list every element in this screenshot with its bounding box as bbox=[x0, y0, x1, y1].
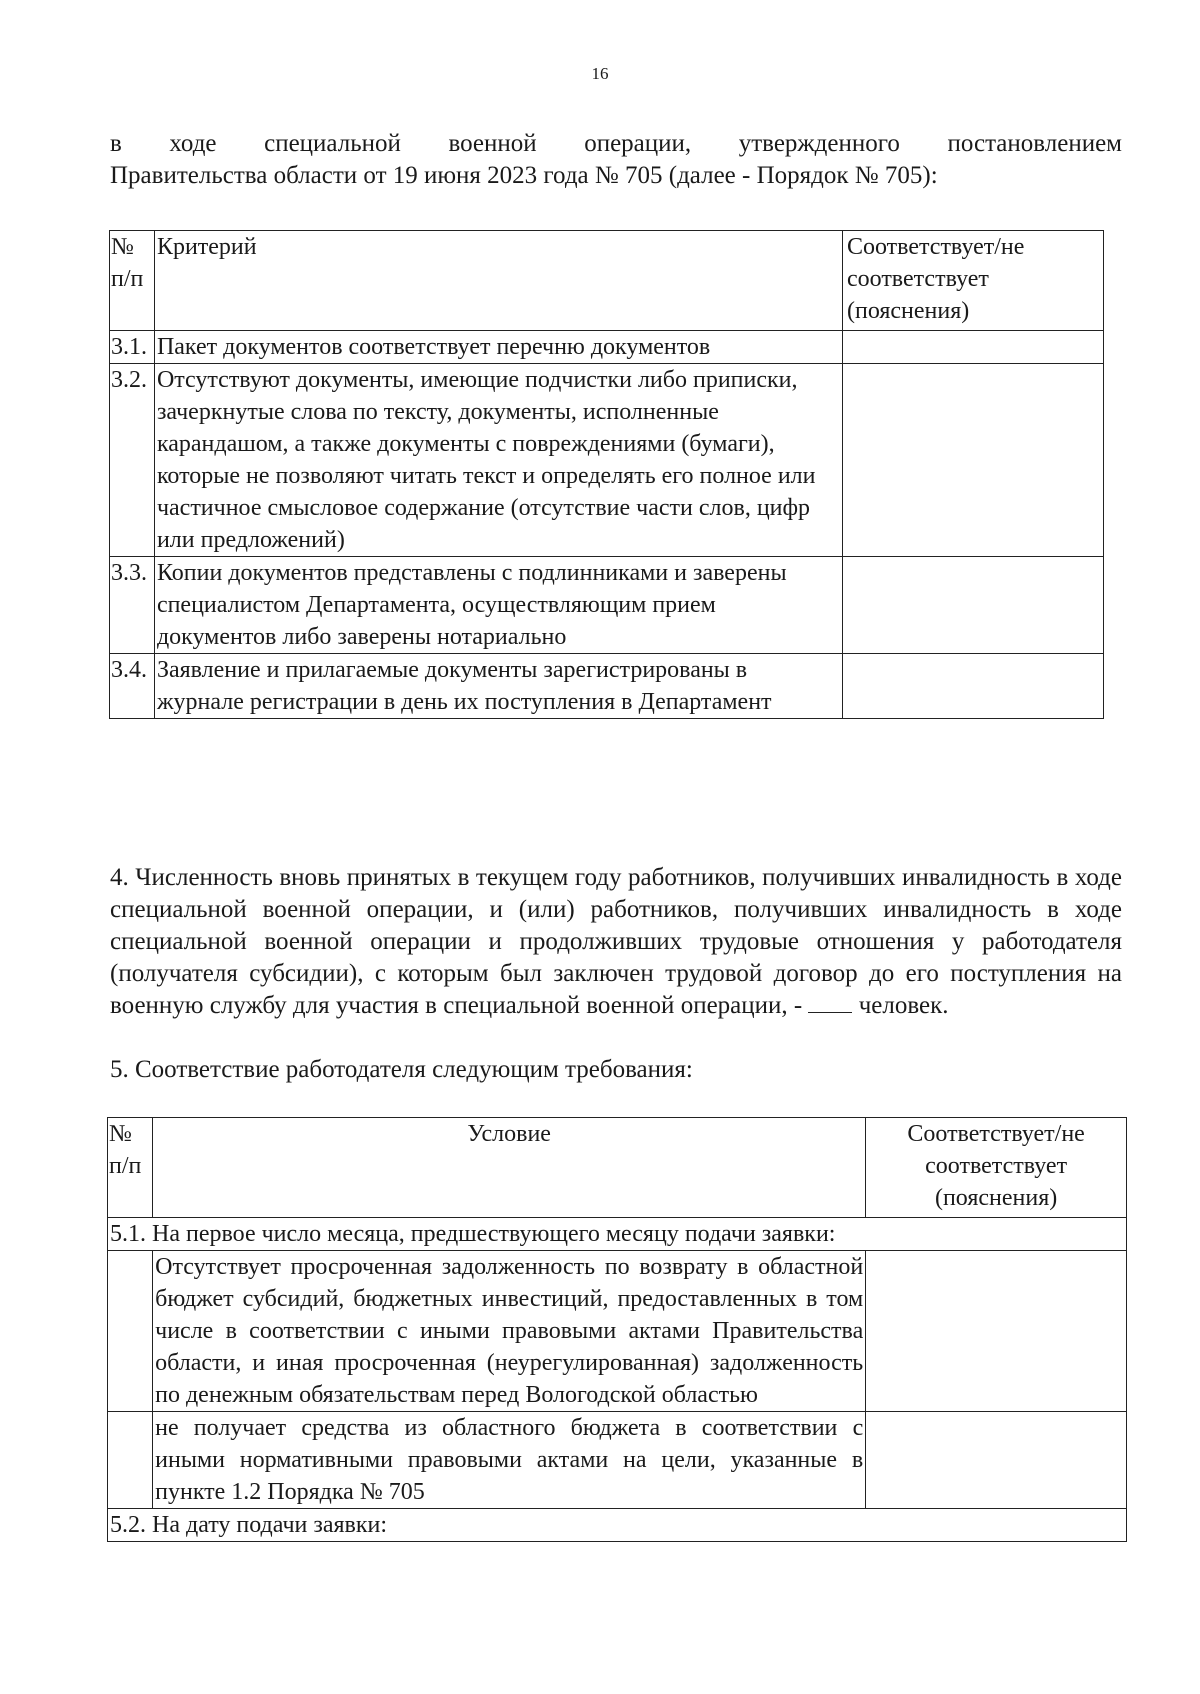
header-result: Соответствует/не соответствует (пояснения) bbox=[866, 1118, 1127, 1218]
paragraph-4-suffix: человек. bbox=[858, 992, 949, 1019]
conditions-table bbox=[107, 1117, 1127, 1542]
section-5-1-label: 5.1. На первое число месяца, предшествующего месяцу подачи заявки: bbox=[108, 1218, 1127, 1251]
row-criterion: Заявление и прилагаемые документы зарегистрированы в журнале регистрации в день их поступления в Департамент bbox=[154, 654, 842, 719]
row-num: 3.1. bbox=[110, 331, 155, 364]
row-num: 3.4. bbox=[110, 654, 155, 719]
row-result-cell[interactable] bbox=[842, 364, 1103, 557]
section-5-2-label: 5.2. На дату подачи заявки: bbox=[108, 1509, 1127, 1542]
section-row bbox=[108, 1218, 1127, 1251]
row-result-cell[interactable] bbox=[866, 1251, 1127, 1412]
header-num: № п/п bbox=[110, 231, 155, 331]
table-row bbox=[110, 654, 1104, 719]
row-result-cell[interactable] bbox=[866, 1412, 1127, 1509]
header-result: Соответствует/не соответствует (пояснения) bbox=[842, 231, 1103, 331]
row-num-empty bbox=[108, 1251, 153, 1412]
paragraph-4 bbox=[110, 862, 1122, 1022]
table-row bbox=[108, 1412, 1127, 1509]
row-criterion: Пакет документов соответствует перечню документов bbox=[154, 331, 842, 364]
row-condition: Отсутствует просроченная задолженность по возврату в областной бюджет субсидий, бюджетных инвестиций, предоставленных в том числе в соответствии с иными правовыми актами Правительства области, и иная просроченная (неурегулированная) задолженность по денежным обязательствам перед Вологодской областью bbox=[153, 1251, 866, 1412]
row-criterion: Копии документов представлены с подлинниками и заверены специалистом Департамента, осуществляющим прием документов либо заверены нотариально bbox=[154, 557, 842, 654]
headcount-blank[interactable] bbox=[808, 990, 852, 1013]
header-num: № п/п bbox=[108, 1118, 153, 1218]
criteria-table bbox=[109, 230, 1104, 719]
row-num: 3.3. bbox=[110, 557, 155, 654]
row-result-cell[interactable] bbox=[842, 331, 1103, 364]
intro-text bbox=[110, 128, 1122, 192]
row-condition: не получает средства из областного бюджета в соответствии с иными нормативными правовыми актами на цели, указанные в пункте 1.2 Порядка № 705 bbox=[153, 1412, 866, 1509]
table-row bbox=[110, 331, 1104, 364]
table-row bbox=[110, 364, 1104, 557]
intro-line-1: в ходе специальной военной операции, утвержденного постановлением bbox=[110, 130, 1122, 157]
row-result-cell[interactable] bbox=[842, 654, 1103, 719]
section-row bbox=[108, 1509, 1127, 1542]
page-number: 16 bbox=[591, 64, 609, 83]
row-num-empty bbox=[108, 1412, 153, 1509]
intro-line-2: Правительства области от 19 июня 2023 года № 705 (далее - Порядок № 705): bbox=[110, 162, 938, 189]
paragraph-4-text: 4. Численность вновь принятых в текущем году работников, получивших инвалидность в ходе специальной военной операции, и (или) работников, получивших инвалидность в ходе специальной военной операции и продолживших трудовые отношения у работодателя (получателя субсидии), с которым был заключен трудовой договор до его поступления на военную службу для участия в специальной военной операции, - bbox=[110, 864, 1122, 1019]
row-criterion: Отсутствуют документы, имеющие подчистки либо приписки, зачеркнутые слова по тексту, документы, исполненные карандашом, а также документы с повреждениями (бумаги), которые не позволяют читать текст и определять его полное или частичное смысловое содержание (отсутствие части слов, цифр или предложений) bbox=[154, 364, 842, 557]
criteria-table-header bbox=[110, 231, 1104, 331]
table-row bbox=[110, 557, 1104, 654]
conditions-table-header bbox=[108, 1118, 1127, 1218]
header-condition: Условие bbox=[153, 1118, 866, 1218]
header-criterion: Критерий bbox=[154, 231, 842, 331]
table-row bbox=[108, 1251, 1127, 1412]
row-result-cell[interactable] bbox=[842, 557, 1103, 654]
row-num: 3.2. bbox=[110, 364, 155, 557]
paragraph-5: 5. Соответствие работодателя следующим требования: bbox=[110, 1056, 693, 1083]
